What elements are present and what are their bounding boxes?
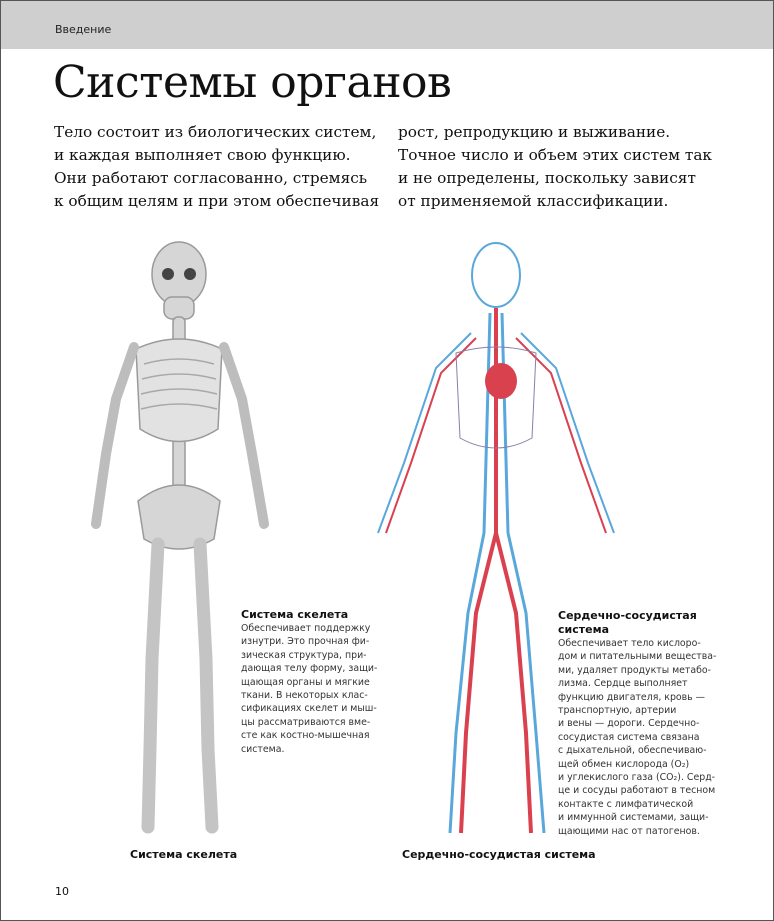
intro-left <box>54 121 379 213</box>
intro-line: и каждая выполняет свою функцию. <box>54 146 351 164</box>
intro-line: Они работают согласованно, стремясь <box>54 169 368 187</box>
intro-right <box>398 121 712 213</box>
caption-heading: Система скелета <box>241 608 349 621</box>
intro-line: от применяемой классификации. <box>398 192 669 210</box>
caption-heading: Сердечно-сосудистая <box>558 609 697 622</box>
caption-line: транспортную, артерии <box>558 705 677 717</box>
caption-line: Обеспечивает тело кислоро- <box>558 638 701 649</box>
page-number: 10 <box>55 885 69 898</box>
caption-heading: система <box>558 623 609 636</box>
caption-line: ткани. В некоторых клас- <box>241 690 368 702</box>
caption-line: сте как костно-мышечная <box>241 730 370 742</box>
header-bar <box>1 1 773 49</box>
caption-line: дающая телу форму, защи- <box>241 663 378 675</box>
caption-line: изнутри. Это прочная фи- <box>241 636 370 648</box>
caption-line: щающая органы и мягкие <box>241 676 370 688</box>
skeleton-caption <box>241 608 377 756</box>
intro-line: рост, репродукцию и выживание. <box>398 123 671 141</box>
caption-line: и вены — дороги. Сердечно- <box>558 718 700 730</box>
intro-line: к общим целям и при этом обеспечивая <box>54 192 380 210</box>
caption-line: це и сосуды работают в тесном <box>558 785 716 797</box>
caption-line: зическая структура, при- <box>241 649 367 661</box>
caption-line: щей обмен кислорода (O₂) <box>558 758 690 770</box>
caption-line: дом и питательными вещества- <box>558 651 717 663</box>
caption-line: Обеспечивает поддержку <box>241 623 371 634</box>
cardio-figure-label: Сердечно-сосудистая система <box>402 848 596 861</box>
caption-line: цы рассматриваются вме- <box>241 716 371 728</box>
intro-line: и не определены, поскольку зависят <box>398 169 696 187</box>
caption-line: ми, удаляет продукты метабо- <box>558 664 712 676</box>
caption-line: лизма. Сердце выполняет <box>558 678 688 690</box>
page-title: Системы органов <box>53 57 452 108</box>
intro-line: Тело состоит из биологических систем, <box>54 123 377 141</box>
caption-line: сификациях скелет и мыш- <box>241 703 377 715</box>
cardio-caption <box>558 609 716 838</box>
caption-line: контакте с лимфатической <box>558 798 694 810</box>
caption-line: щающими нас от патогенов. <box>558 825 700 837</box>
caption-line: и углекислого газа (CO₂). Серд- <box>558 772 716 784</box>
caption-line: сосудистая система связана <box>558 731 700 743</box>
section-label: Введение <box>55 23 112 36</box>
caption-line: и иммунной системами, защи- <box>558 812 709 824</box>
intro-line: Точное число и объем этих систем так <box>398 146 712 164</box>
caption-line: функцию двигателя, кровь — <box>558 691 706 703</box>
caption-line: система. <box>241 743 285 755</box>
skeleton-figure-label: Система скелета <box>130 848 238 861</box>
caption-line: с дыхательной, обеспечиваю- <box>558 745 707 757</box>
